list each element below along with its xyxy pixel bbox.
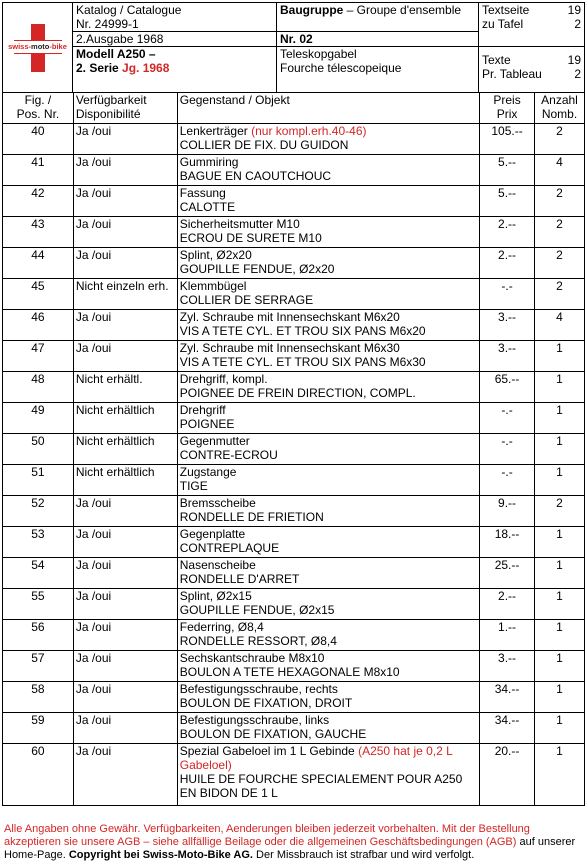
catalog-header [2, 2, 585, 93]
row-desc-de: Lenkerträger [179, 124, 252, 138]
row-price: 25.-- [480, 558, 535, 589]
row-desc-de: Bremsscheibe [179, 496, 256, 510]
row-price: 20.-- [480, 744, 535, 806]
row-pos: 56 [3, 620, 74, 651]
row-availability: Ja /oui [73, 124, 177, 155]
table-row [3, 713, 585, 744]
row-qty: 1 [535, 527, 585, 558]
row-price: 65.-- [480, 372, 535, 403]
table-row [3, 279, 585, 310]
row-price: 18.-- [480, 527, 535, 558]
row-pos: 41 [3, 155, 74, 186]
row-description [177, 682, 479, 713]
row-availability: Ja /oui [73, 341, 177, 372]
row-desc-de: Gummiring [179, 155, 239, 169]
catalog-label: Katalog / Catalogue [76, 3, 182, 17]
row-description [177, 434, 479, 465]
row-desc-de: Sicherheitsmutter M10 [179, 217, 300, 231]
row-desc-de: Drehgriff, kompl. [179, 372, 268, 386]
row-description [177, 465, 479, 496]
row-desc-de: Splint, Ø2x15 [179, 589, 252, 603]
row-qty: 4 [535, 310, 585, 341]
group-name-de: Teleskopgabel [280, 47, 357, 61]
row-qty: 1 [535, 744, 585, 806]
model-cell [73, 47, 277, 93]
table-row [3, 527, 585, 558]
row-desc-de: Gegenplatte [179, 527, 246, 541]
row-qty: 1 [535, 713, 585, 744]
row-desc-fr: VIS A TETE CYL. ET TROU SIX PANS M6x20 [179, 324, 426, 338]
row-pos: 51 [3, 465, 74, 496]
row-qty: 2 [535, 279, 585, 310]
row-qty: 1 [535, 434, 585, 465]
row-desc-fr: TIGE [179, 479, 208, 493]
footer-homepage-note: auf unserer Home-Page. [4, 836, 576, 861]
footer-disclaimer: Alle Angaben ohne Gewähr. Verfügbarkeiten, Aenderungen bleiben jederzeit vorbehalten. Mit der Bestellung akzeptieren sie unsere AGB – siehe allfällige Beilage oder die allgemeinen Geschäftsbedingungen (AGB) [4, 823, 530, 848]
row-pos: 57 [3, 651, 74, 682]
group-name-fr: Fourche télescopeique [280, 61, 402, 75]
table-row [3, 217, 585, 248]
table-row [3, 155, 585, 186]
row-desc-de: Gegenmutter [179, 434, 250, 448]
row-desc-fr: GOUPILLE FENDUE, Ø2x15 [179, 603, 335, 617]
row-qty: 1 [535, 558, 585, 589]
row-description [177, 620, 479, 651]
row-desc-fr: ECROU DE SURETE M10 [179, 231, 322, 245]
row-availability: Ja /oui [73, 186, 177, 217]
row-description [177, 589, 479, 620]
table-row [3, 465, 585, 496]
row-availability: Nicht einzeln erh. [73, 279, 177, 310]
row-qty: 2 [535, 124, 585, 155]
row-pos: 53 [3, 527, 74, 558]
edition-cell [73, 32, 277, 47]
row-pos: 40 [3, 124, 74, 155]
row-qty: 2 [535, 217, 585, 248]
row-availability: Ja /oui [73, 248, 177, 279]
catalog-number: Nr. 24999-1 [76, 17, 139, 31]
row-pos: 47 [3, 341, 74, 372]
row-pos: 55 [3, 589, 74, 620]
row-price: -.- [480, 403, 535, 434]
row-desc-fr: BOULON DE FIXATION, DROIT [179, 696, 353, 710]
group-number: Nr. 02 [280, 32, 313, 46]
row-price: 3.-- [480, 310, 535, 341]
parts-table [2, 92, 585, 806]
row-availability: Ja /oui [73, 155, 177, 186]
table-row [3, 682, 585, 713]
row-price: 2.-- [480, 589, 535, 620]
row-availability: Ja /oui [73, 620, 177, 651]
tableau-value: 2 [574, 67, 581, 81]
row-pos: 45 [3, 279, 74, 310]
row-price: 5.-- [480, 155, 535, 186]
row-availability: Ja /oui [73, 217, 177, 248]
row-desc-fr: BAGUE EN CAOUTCHOUC [179, 169, 332, 183]
row-desc-fr: HUILE DE FOURCHE SPECIALEMENT POUR A250 EN BIDON DE 1 L [179, 772, 463, 800]
row-desc-fr: CONTRE-ECROU [179, 448, 278, 462]
row-availability: Ja /oui [73, 589, 177, 620]
footer-abuse-note: Der Missbrauch ist strafbar und wird verfolgt. [252, 849, 475, 861]
catalog-info [73, 3, 277, 32]
row-price: -.- [480, 465, 535, 496]
row-description [177, 186, 479, 217]
row-qty: 1 [535, 403, 585, 434]
edition: 2.Ausgabe 1968 [76, 32, 164, 46]
row-price: 2.-- [480, 248, 535, 279]
row-desc-de: Befestigungsschraube, rechts [179, 682, 338, 696]
row-qty: 4 [535, 155, 585, 186]
texte-value: 19 [567, 53, 581, 67]
row-qty: 1 [535, 682, 585, 713]
row-description [177, 372, 479, 403]
row-pos: 50 [3, 434, 74, 465]
row-price: 105.-- [480, 124, 535, 155]
row-desc-fr: BOULON A TETE HEXAGONALE M8x10 [179, 665, 400, 679]
row-qty: 1 [535, 465, 585, 496]
row-availability: Ja /oui [73, 744, 177, 806]
row-availability: Ja /oui [73, 682, 177, 713]
row-desc-fr: VIS A TETE CYL. ET TROU SIX PANS M6x30 [179, 355, 426, 369]
row-desc-fr: COLLIER DE SERRAGE [179, 293, 314, 307]
row-description [177, 124, 479, 155]
row-price: -.- [480, 434, 535, 465]
row-description [177, 744, 479, 806]
row-pos: 54 [3, 558, 74, 589]
row-price: 3.-- [480, 341, 535, 372]
textseite-label: Textseite [482, 3, 530, 17]
group-name-cell [277, 47, 479, 93]
row-desc-de: Zugstange [179, 465, 237, 479]
texte-label: Texte [482, 53, 511, 67]
row-pos: 58 [3, 682, 74, 713]
table-row [3, 744, 585, 806]
row-desc-fr: GOUPILLE FENDUE, Ø2x20 [179, 262, 335, 276]
row-qty: 2 [535, 496, 585, 527]
row-price: 3.-- [480, 651, 535, 682]
legal-footer [4, 823, 585, 862]
row-pos: 46 [3, 310, 74, 341]
table-row [3, 651, 585, 682]
row-description [177, 217, 479, 248]
logo-cell [3, 3, 73, 93]
row-desc-fr: RONDELLE RESSORT, Ø8,4 [179, 634, 337, 648]
col-header-qty: Anzahl Nomb. [535, 93, 585, 124]
text-page-info [479, 3, 585, 47]
row-desc-fr: CALOTTE [179, 200, 236, 214]
row-pos: 42 [3, 186, 74, 217]
row-pos: 59 [3, 713, 74, 744]
row-qty: 1 [535, 620, 585, 651]
table-row [3, 341, 585, 372]
row-desc-fr: COLLIER DE FIX. DU GUIDON [179, 138, 349, 152]
row-price: 34.-- [480, 713, 535, 744]
group-number-cell [277, 32, 479, 47]
col-header-description: Gegenstand / Objekt [177, 93, 479, 124]
row-desc-fr: POIGNEE [179, 417, 235, 431]
row-desc-de: Klemmbügel [179, 279, 247, 293]
row-pos: 43 [3, 217, 74, 248]
row-pos: 48 [3, 372, 74, 403]
row-desc-de: Befestigungsschraube, links [179, 713, 330, 727]
row-desc-fr: RONDELLE DE FRIETION [179, 510, 324, 524]
row-description [177, 155, 479, 186]
textseite-value: 19 [567, 3, 581, 17]
row-desc-de: Zyl. Schraube mit Innensechskant M6x30 [179, 341, 400, 355]
row-pos: 49 [3, 403, 74, 434]
table-header-row [3, 93, 585, 124]
table-row [3, 248, 585, 279]
row-description [177, 713, 479, 744]
row-pos: 52 [3, 496, 74, 527]
row-desc-de: Nasenscheibe [179, 558, 256, 572]
row-availability: Ja /oui [73, 527, 177, 558]
row-description [177, 341, 479, 372]
table-row [3, 496, 585, 527]
row-price: 5.-- [480, 186, 535, 217]
row-desc-note: (A250 hat je 0,2 L Gabeloel) [179, 744, 453, 772]
row-price: 1.-- [480, 620, 535, 651]
row-description [177, 558, 479, 589]
row-desc-de: Drehgriff [179, 403, 226, 417]
row-description [177, 651, 479, 682]
row-availability: Ja /oui [73, 558, 177, 589]
table-row [3, 558, 585, 589]
row-desc-de: Splint, Ø2x20 [179, 248, 252, 262]
row-availability: Ja /oui [73, 651, 177, 682]
table-row [3, 403, 585, 434]
row-availability: Nicht erhältl. [73, 372, 177, 403]
col-header-price: Preis Prix [480, 93, 535, 124]
row-qty: 1 [535, 651, 585, 682]
model-line1: Modell A250 – [76, 47, 156, 61]
row-description [177, 496, 479, 527]
row-desc-de: Fassung [179, 186, 226, 200]
row-desc-de: Spezial Gabeloel im 1 L Gebinde [179, 744, 359, 758]
row-price: 2.-- [480, 217, 535, 248]
row-price: -.- [480, 279, 535, 310]
row-desc-de: Sechskantschraube M8x10 [179, 651, 325, 665]
tafel-value: 2 [574, 17, 581, 31]
row-desc-de: Federring, Ø8,4 [179, 620, 264, 634]
swiss-moto-bike-logo: swiss-moto-bike [10, 20, 66, 76]
tableau-label: Pr. Tableau [482, 67, 542, 81]
table-row [3, 589, 585, 620]
model-line2: 2. Serie Jg. 1968 [76, 61, 170, 75]
col-header-pos: Fig. / Pos. Nr. [3, 93, 74, 124]
row-desc-fr: BOULON DE FIXATION, GAUCHE [179, 727, 367, 741]
row-availability: Ja /oui [73, 713, 177, 744]
row-qty: 1 [535, 372, 585, 403]
row-qty: 2 [535, 186, 585, 217]
row-desc-fr: CONTREPLAQUE [179, 541, 280, 555]
row-availability: Nicht erhältlich [73, 465, 177, 496]
footer-copyright: Copyright bei Swiss-Moto-Bike AG. [68, 849, 253, 861]
row-desc-note: (nur kompl.erh.40-46) [251, 124, 367, 138]
row-pos: 44 [3, 248, 74, 279]
row-qty: 1 [535, 589, 585, 620]
row-qty: 2 [535, 248, 585, 279]
row-description [177, 248, 479, 279]
row-desc-fr: RONDELLE D'ARRET [179, 572, 300, 586]
row-desc-de: Zyl. Schraube mit Innensechskant M6x20 [179, 310, 400, 324]
row-description [177, 279, 479, 310]
table-row [3, 124, 585, 155]
table-row [3, 372, 585, 403]
table-row [3, 620, 585, 651]
row-desc-fr: POIGNEE DE FREIN DIRECTION, COMPL. [179, 386, 416, 400]
group-label: Baugruppe – Groupe d'ensemble [280, 3, 462, 17]
row-description [177, 403, 479, 434]
row-availability: Ja /oui [73, 496, 177, 527]
row-description [177, 310, 479, 341]
row-availability: Nicht erhältlich [73, 403, 177, 434]
tafel-label: zu Tafel [482, 17, 524, 31]
row-qty: 1 [535, 341, 585, 372]
row-description [177, 527, 479, 558]
table-row [3, 310, 585, 341]
row-availability: Ja /oui [73, 310, 177, 341]
row-price: 34.-- [480, 682, 535, 713]
group-info [277, 3, 479, 32]
table-row [3, 186, 585, 217]
row-pos: 60 [3, 744, 74, 806]
texte-info [479, 47, 585, 93]
table-row [3, 434, 585, 465]
col-header-availability: Verfügbarkeit Disponibilité [73, 93, 177, 124]
row-availability: Nicht erhältlich [73, 434, 177, 465]
row-price: 9.-- [480, 496, 535, 527]
